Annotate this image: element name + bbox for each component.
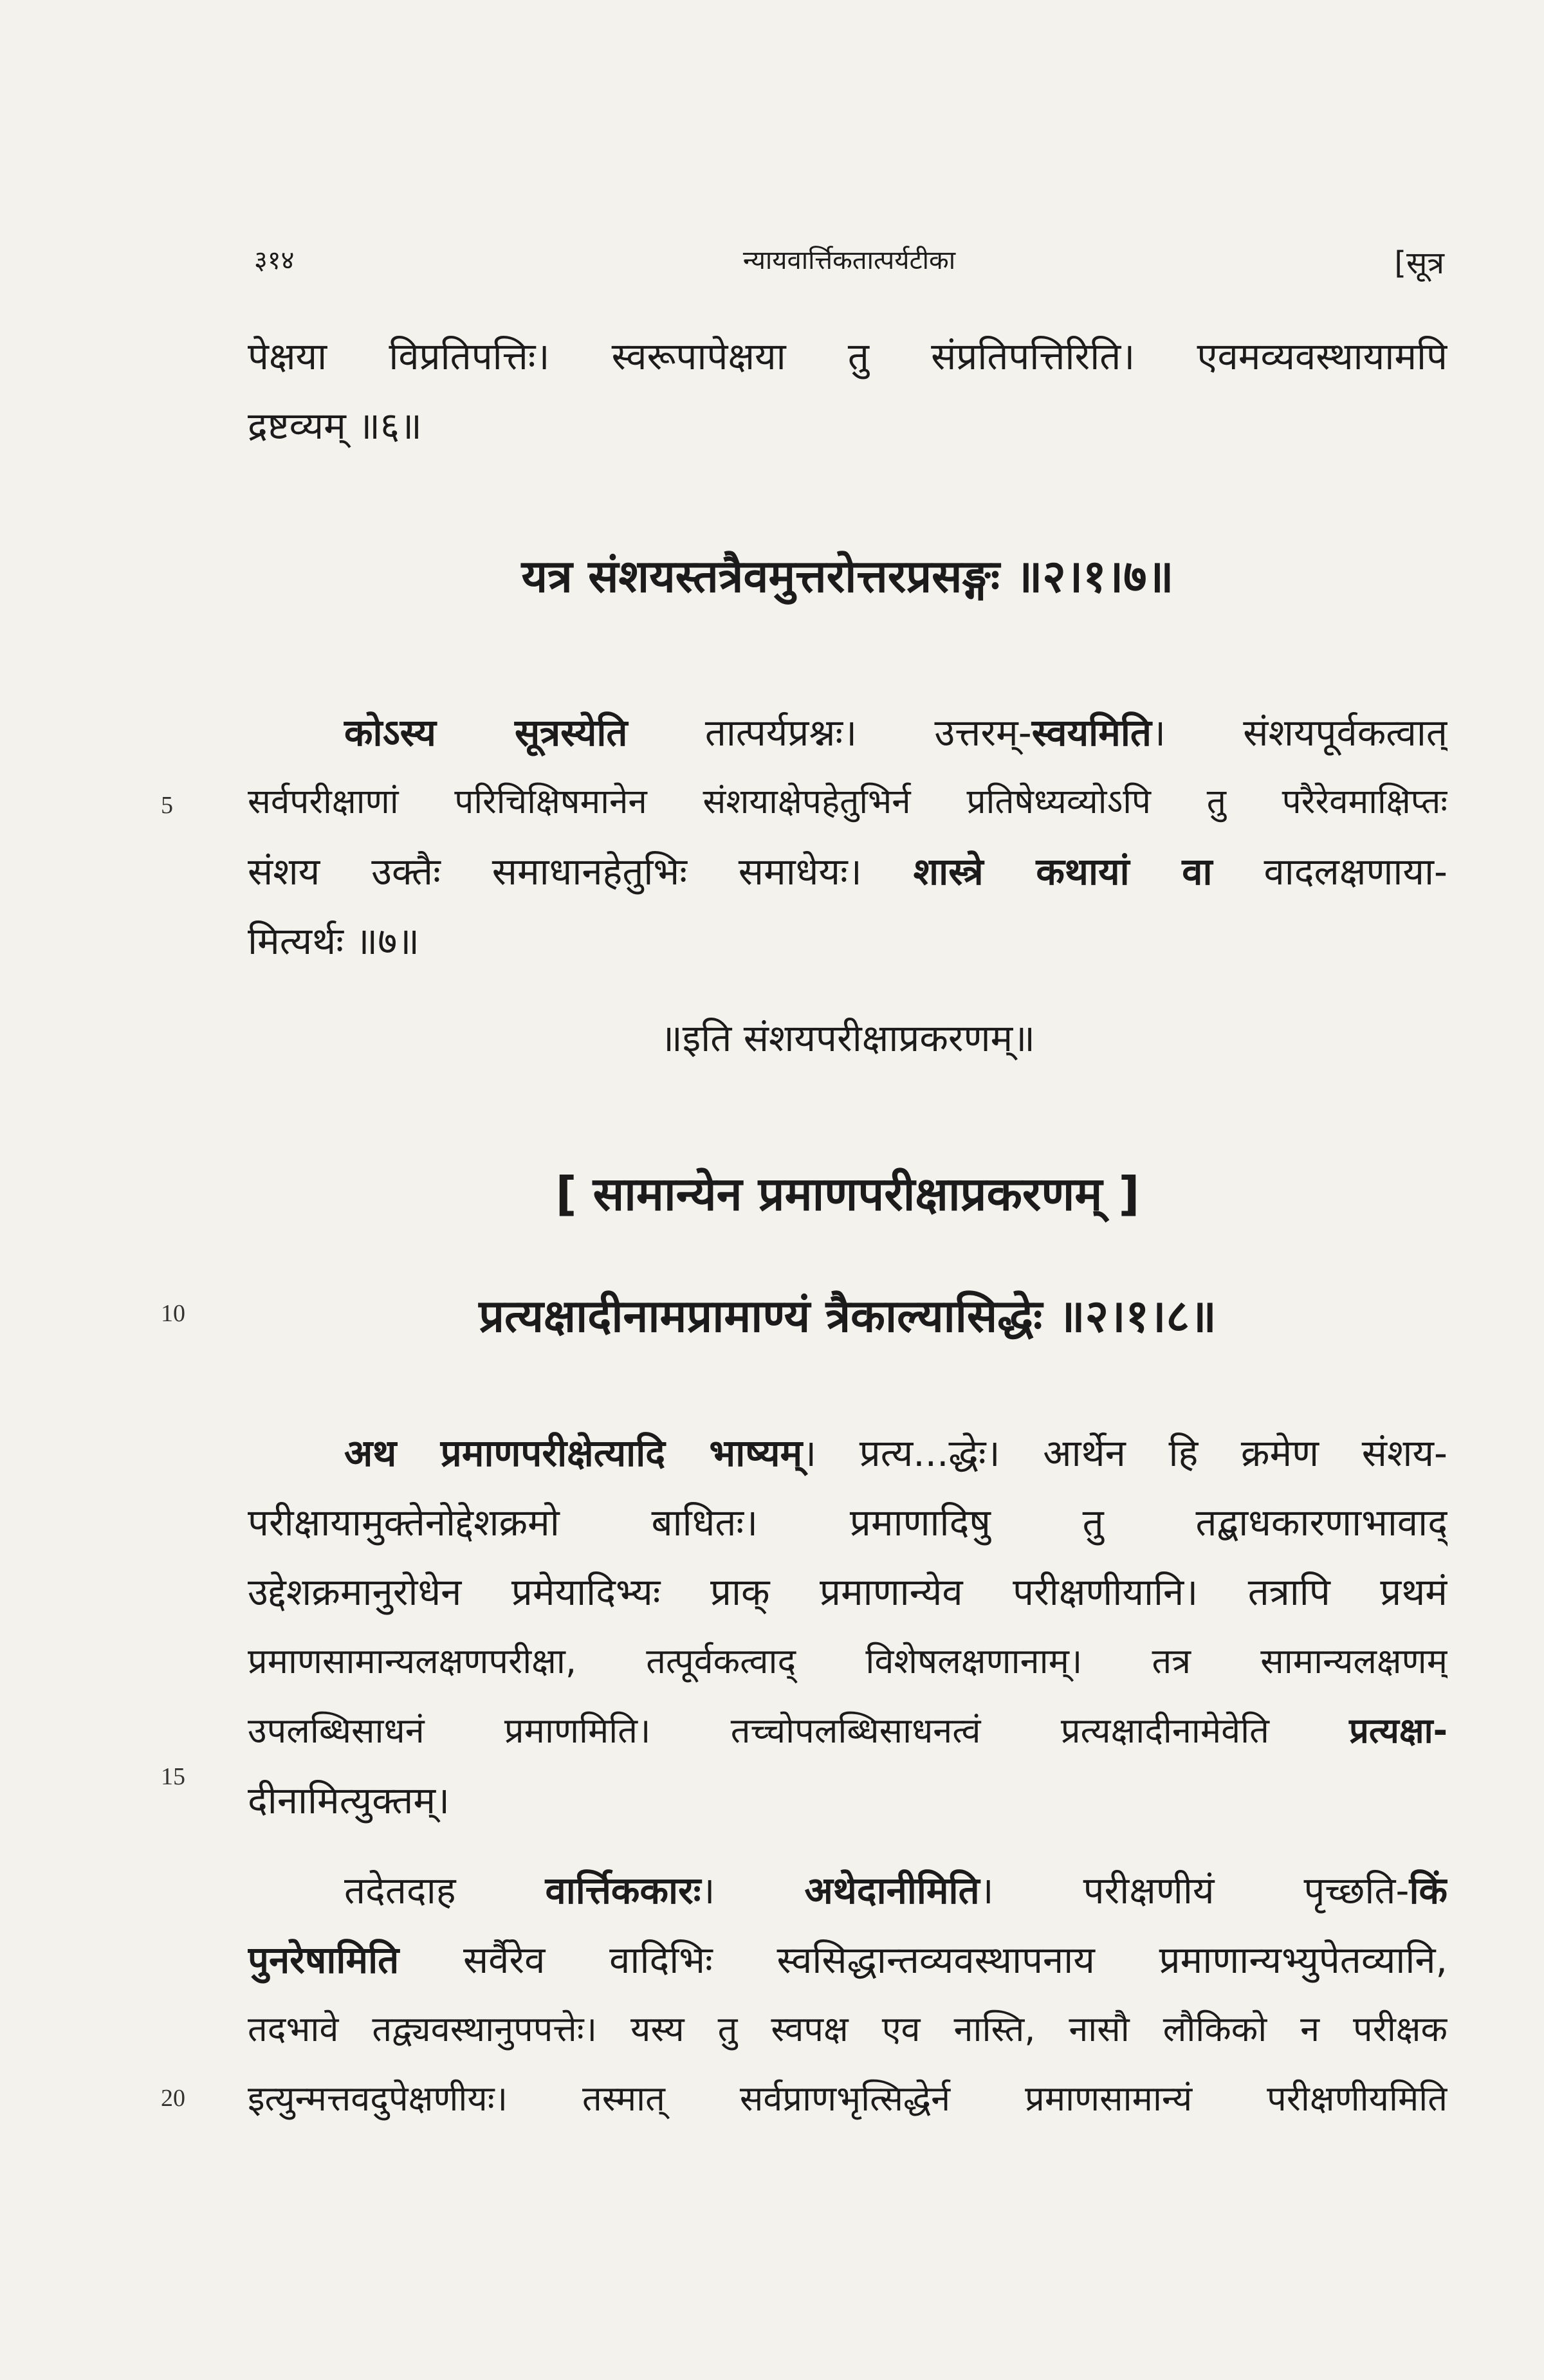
text-line: पुनरेषामिति सर्वैरेव वादिभिः स्वसिद्धान्तव्यवस्थापनाय प्रमाणान्यभ्युपेतव्यानि,	[248, 1938, 1448, 1982]
text-line: सर्वपरीक्षाणां परिचिक्षिषमानेन संशयाक्षेपहेतुभिर्न प्रतिषेध्यव्योऽपि तु परैरेवमाक्षिप्तः	[248, 782, 1448, 821]
text-line: तदभावे तद्व्यवस्थानुपपत्तेः। यस्य तु स्वपक्ष एव नास्ति, नासौ लौकिको न परीक्षक	[248, 2009, 1448, 2049]
text-line: उपलब्धिसाधनं प्रमाणमिति। तच्चोपलब्धिसाधनत्वं प्रत्यक्षादीनामेवेति प्रत्यक्षा-	[248, 1710, 1448, 1751]
text-line: प्रमाणसामान्यलक्षणपरीक्षा, तत्पूर्वकत्वाद् विशेषलक्षणानाम्। तत्र सामान्यलक्षणम्	[248, 1641, 1448, 1681]
line-number: 15	[161, 1763, 185, 1790]
bold-term: पुनरेषामिति	[248, 1938, 400, 1982]
bold-term: शास्त्रे कथायां वा	[913, 850, 1213, 893]
closing-colophon	[248, 1003, 1448, 1073]
sutra-2-1-8: प्रत्यक्षादीनामप्रामाण्यं त्रैकाल्यासिद्धेः ॥२।१।८॥	[479, 1290, 1217, 1342]
bold-term: वार्त्तिककारः	[545, 1869, 701, 1912]
running-header	[254, 241, 1444, 286]
commentary-paragraph	[248, 1856, 1448, 2134]
section-marker: [सूत्र	[1394, 245, 1444, 281]
bold-term: अथेदानीमिति	[804, 1869, 980, 1912]
text-line: मित्यर्थः ॥७॥	[248, 919, 420, 963]
text-line: इत्युन्मत्तवदुपेक्षणीयः। तस्मात् सर्वप्राणभृत्सिद्धेर्न प्रमाणसामान्यं परीक्षणीयमिति	[248, 2078, 1448, 2119]
bold-term: स्वयमिति	[1031, 711, 1152, 755]
running-title: न्यायवार्त्तिकतात्पर्यटीका	[742, 246, 956, 275]
text-line: ॥इति संशयपरीक्षाप्रकरणम्॥	[660, 1016, 1035, 1060]
text-line: परीक्षायामुक्तेनोद्देशक्रमो बाधितः। प्रमाणादिषु तु तद्बाधकारणाभावाद्	[248, 1501, 1448, 1544]
line-number: 20	[161, 2085, 185, 2112]
sutra-2-1-7: यत्र संशयस्तत्रैवमुत्तरोत्तरप्रसङ्गः ॥२।१।७॥	[521, 550, 1174, 603]
text-line: पेक्षया विप्रतिपत्तिः। स्वरूपापेक्षया तु संप्रतिपत्तिरिति। एवमव्यवस्थायामपि	[248, 334, 1448, 378]
bold-term: कोऽस्य सूत्रस्येति	[344, 711, 628, 755]
line-number: 5	[161, 792, 173, 819]
text-line: संशय उक्तैः समाधानहेतुभिः समाधेयः। शास्त्रे कथायां वा वादलक्षणाया-	[248, 850, 1448, 893]
commentary-paragraph	[248, 1418, 1448, 1835]
bold-term: अथ प्रमाणपरीक्षेत्यादि भाष्यम्	[344, 1431, 803, 1475]
section-heading: [ सामान्येन प्रमाणपरीक्षाप्रकरणम् ]	[555, 1167, 1140, 1221]
paragraph-continuation	[248, 322, 1448, 461]
text-line: द्रष्टव्यम् ॥६॥	[248, 404, 422, 448]
bold-term: प्रत्यक्षा-	[1349, 1710, 1448, 1751]
text-line: तदेतदाह वार्त्तिककारः। अथेदानीमिति। परीक्षणीयं पृच्छति-किं	[344, 1869, 1448, 1912]
page-number: ३१४	[254, 246, 295, 275]
text-line: दीनामित्युक्तम्।	[248, 1779, 450, 1822]
text-line: उद्देशक्रमानुरोधेन प्रमेयादिभ्यः प्राक् प्रमाणान्येव परीक्षणीयानि। तत्रापि प्रथमं	[248, 1570, 1448, 1614]
commentary-paragraph	[248, 698, 1448, 976]
text-line: अथ प्रमाणपरीक्षेत्यादि भाष्यम्। प्रत्य...द्धेः। आर्थेन हि क्रमेण संशय-	[344, 1431, 1448, 1475]
line-number: 10	[161, 1300, 185, 1327]
bold-term: किं	[1409, 1869, 1448, 1912]
text-line: कोऽस्य सूत्रस्येति तात्पर्यप्रश्नः। उत्तरम्-स्वयमिति। संशयपूर्वकत्वात्	[344, 711, 1448, 755]
